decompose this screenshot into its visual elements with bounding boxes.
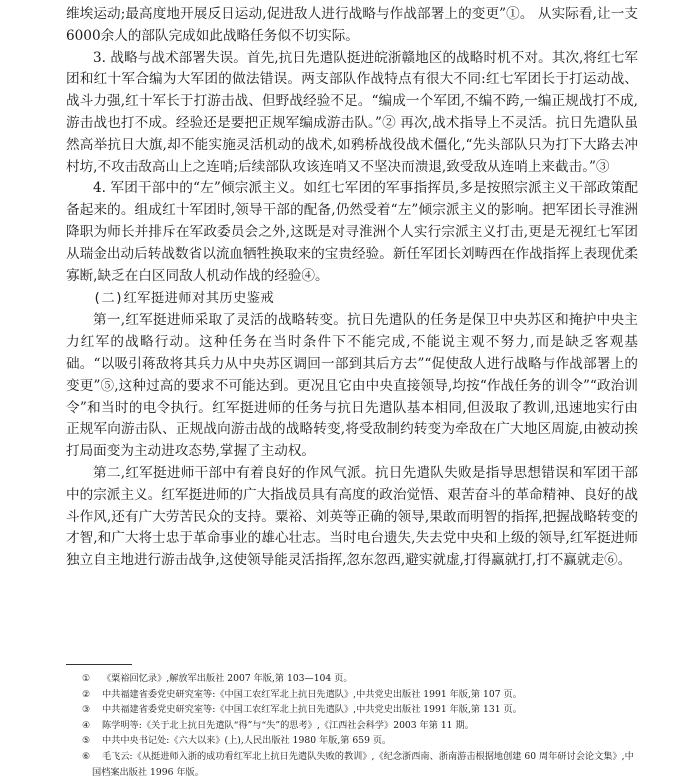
footnote-number: ③ <box>82 704 91 716</box>
section-heading: (二)红军挺进师对其历史鉴戒 <box>93 291 275 307</box>
footnote <box>66 733 638 749</box>
footnote-text: 毛飞云:《从挺进师入浙的成功看红军北上抗日先遣队失败的教训》,《纪念浙西南、浙南游击根据地创建 60 周年研讨会论文集》,中国档案出版社 1996 年版。 <box>92 750 634 778</box>
footnote-text: 陈学明等:《关于北上抗日先遣队“得”与“失”的思考》,《江西社会科学》2003 年第 11 期。 <box>102 719 474 731</box>
footnote-text: 中共福建省委党史研究室等:《中国工农红军北上抗日先遣队》,中共党史出版社 1991 年版,第 131 页。 <box>102 704 522 716</box>
footnote-text: 《粟裕回忆录》,解放军出版社 2007 年版,第 103—104 页。 <box>102 673 353 684</box>
footnote-number: ② <box>82 688 91 700</box>
footnote-divider <box>66 664 132 665</box>
paragraph-point-4: 4. 军团干部中的“左”倾宗派主义。如红七军团的军事指挥员,多是按照宗派主义干部政策配备起来的。组成红十军团时,领导干部的配备,仍然受着“左”倾宗派主义的影响。把军团长寻淮洲降职为师长并排斥在军政委员会之外,这既是对寻淮洲个人实行宗派主义打击,更是无视红七军团从瑞金出动后转战数省以流血牺牲换取来的宝贵经验。新任军团长刘畴西在作战指挥上表现优柔寡断,缺乏在白区同敌人机动作战的经验④。 <box>66 180 638 284</box>
paragraph-second: 第二,红军挺进师干部中有着良好的作风气派。抗日先遣队失败是指导思想错误和军团干部中的宗派主义。红军挺进师的广大指战员具有高度的政治觉悟、艰苦奋斗的革命精神、良好的战斗作风,还有广大劳苦民众的支持。粟裕、刘英等正确的领导,果敢而明智的指挥,把握战略转变的才智,和广大将士忠于革命事业的雄心壮志。当时电台遗失,失去党中央和上级的领导,红军挺进师独立自主地进行游击战争,这使领导能灵活指挥,忽东忽西,避实就虚,打得赢就打,打不赢就走⑥。 <box>66 464 638 569</box>
body-text <box>66 4 638 572</box>
footnote <box>66 702 638 718</box>
footnote <box>66 671 638 687</box>
footnotes <box>66 671 638 780</box>
footnote-number: ④ <box>82 719 91 731</box>
footnote-text: 中共中央书记处:《六大以来》(上),人民出版社 1980 年版,第 659 页。 <box>102 735 392 747</box>
paragraph-continued: 维埃运动;最高度地开展反日运动,促进敌人进行战略与作战部署上的变更”①。 从实际看,让一支6000余人的部队完成如此战略任务似不切实际。 <box>66 6 638 44</box>
footnote-number: ① <box>82 673 91 684</box>
footnote-text: 中共福建省委党史研究室等:《中国工农红军北上抗日先遣队》,中共党史出版社 1991 年版,第 107 页。 <box>102 688 522 700</box>
paragraph-first: 第一,红军挺进师采取了灵活的战略转变。抗日先遣队的任务是保卫中央苏区和掩护中央主力红军的战略行动。这种任务在当时条件下不能完成,不能说主观不努力,而是缺乏客观基础。“以吸引蒋敌将其兵力从中央苏区调回一部到其后方去”“促使敌人进行战略与作战部署上的变更”⑤,这种过高的要求不可能达到。更况且它由中央直接领导,均按“作战任务的训令”“政治训令”和当时的电令执行。红军挺进师的任务与抗日先遣队基本相同,但汲取了教训,迅速地实行由正规军向游击队、正规战向游击战的战略转变,将受敌制约转变为牵敌在广大地区周旋,由被动挨打局面变为主动进攻态势,掌握了主动权。 <box>66 312 638 460</box>
footnote <box>66 687 638 703</box>
footnote-number: ⑥ <box>82 750 91 762</box>
footnote-number: ⑤ <box>82 735 91 747</box>
paragraph-point-3: 3. 战略与战术部署失误。首先,抗日先遣队挺进皖浙赣地区的战略时机不对。其次,将红七军团和红十军合编为大军团的做法错误。两支部队作战特点有很大不同:红七军团长于打运动战、战斗力强,红十军长于打游击战、但野战经验不足。“编成一个军团,不编不跨,一编正规战打不成,游击战也打不成。经验还是要把正规军编成游击队。”② 再次,战术指导上不灵活。抗日先遣队虽然高举抗日大旗,却不能实施灵活机动的战术,如鸦桥战役战术僵化,“先头部队只为打下大路去冲村坊,不攻击敌高山上之连哨;后续部队攻该连哨又不坚决而溃退,致受敌从连哨上来截击。”③ <box>66 49 638 175</box>
footnote <box>66 749 638 780</box>
footnote <box>66 718 638 734</box>
